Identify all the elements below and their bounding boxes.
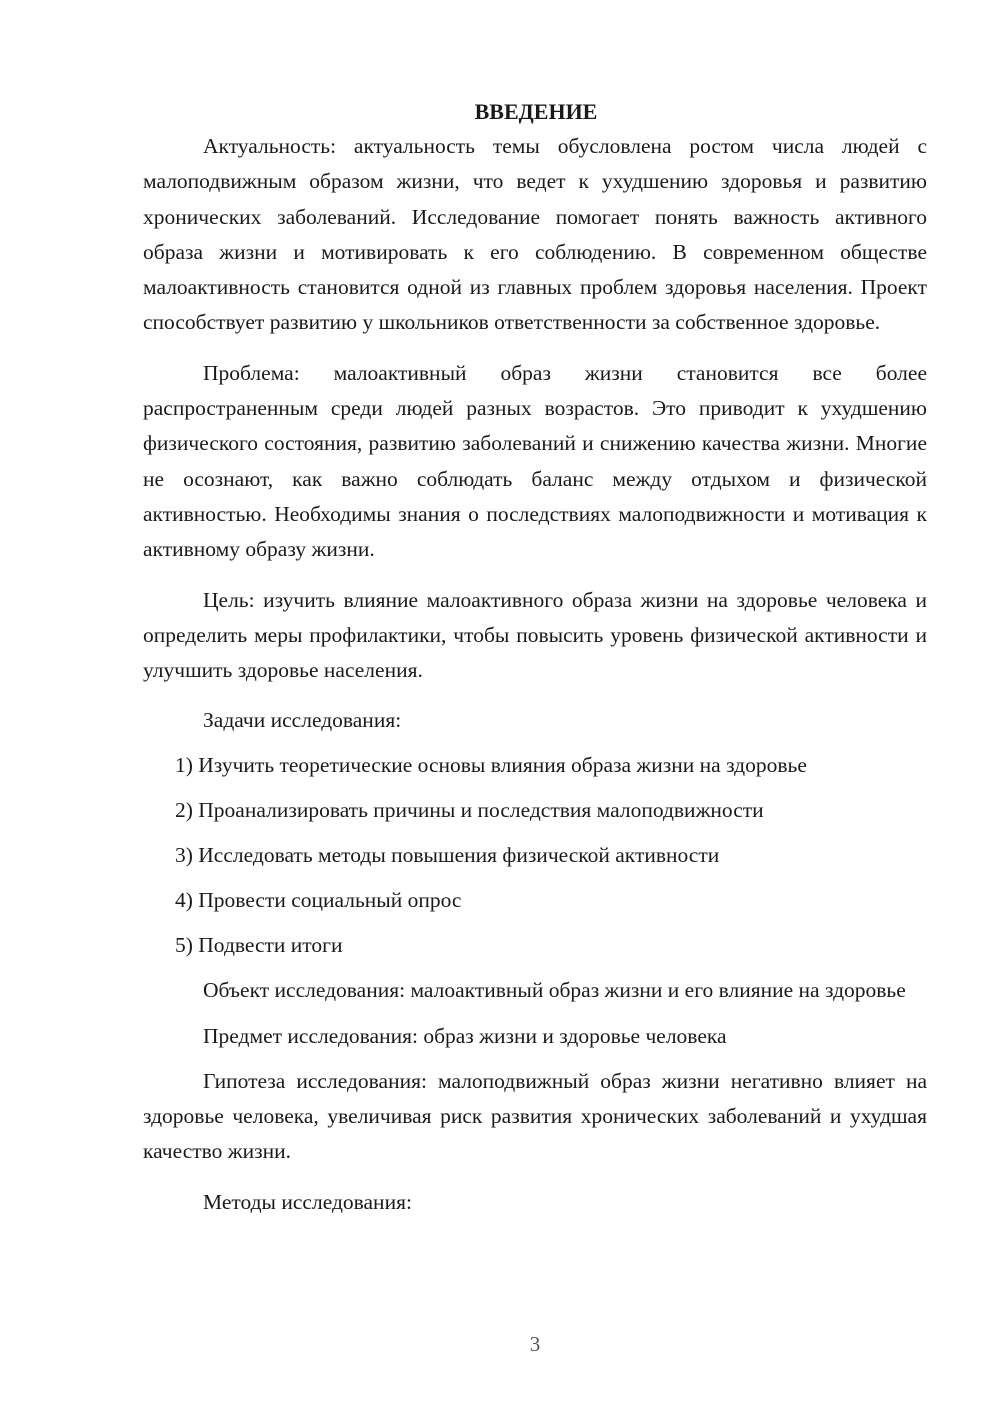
section-title: ВВЕДЕНИЕ: [474, 99, 598, 124]
task-item: 4) Провести социальный опрос: [175, 888, 462, 913]
task-item: 1) Изучить теоретические основы влияния образа жизни на здоровье: [175, 753, 807, 778]
page-content: [143, 94, 927, 1230]
task-item: 3) Исследовать методы повышения физической активности: [175, 843, 720, 868]
relevance-paragraph: Актуальность: актуальность темы обусловлена ростом числа людей с малоподвижным образом жизни, что ведет к ухудшению здоровья и развитию хронических заболеваний. Исследование помогает понять важность активного образа жизни и мотивировать к его соблюдению. В современном обществе малоактивность становится одной из главных проблем здоровья населения. Проект способствует развитию у школьников ответственности за собственное здоровье.: [143, 134, 927, 335]
page-number: 3: [529, 1332, 541, 1356]
subject-paragraph: Предмет исследования: образ жизни и здоровье человека: [203, 1023, 727, 1048]
methods-heading: Методы исследования:: [203, 1189, 412, 1214]
goal-paragraph: Цель: изучить влияние малоактивного образа жизни на здоровье человека и определить меры профилактики, чтобы повысить уровень физической активности и улучшить здоровье населения.: [143, 587, 927, 683]
hypothesis-paragraph: Гипотеза исследования: малоподвижный образ жизни негативно влияет на здоровье человека, увеличивая риск развития хронических заболеваний и ухудшая качество жизни.: [143, 1068, 927, 1164]
problem-paragraph: Проблема: малоактивный образ жизни становится все более распространенным среди людей разных возрастов. Это приводит к ухудшению физического состояния, развитию заболеваний и снижению качества жизни. Многие не осознают, как важно соблюдать баланс между отдыхом и физической активностью. Необходимы знания о последствиях малоподвижности и мотивация к активному образу жизни.: [143, 360, 927, 562]
task-list: [143, 748, 927, 963]
tasks-heading: Задачи исследования:: [203, 708, 402, 733]
object-paragraph: Объект исследования: малоактивный образ жизни и его влияние на здоровье: [203, 978, 906, 1003]
task-item: 5) Подвести итоги: [175, 933, 343, 958]
task-item: 2) Проанализировать причины и последствия малоподвижности: [175, 798, 764, 823]
